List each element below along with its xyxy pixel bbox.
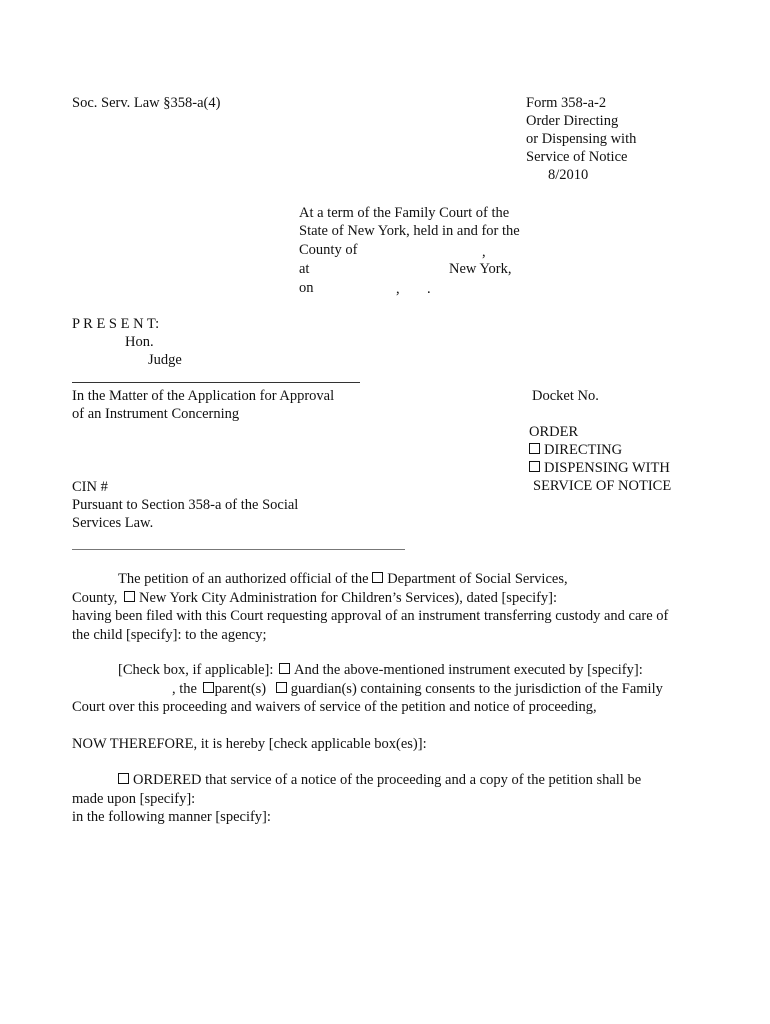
on-comma: , <box>396 281 400 297</box>
on-period: . <box>427 281 431 297</box>
instrument-text-a: [Check box, if applicable]: <box>118 662 274 678</box>
ordered-line-1 <box>72 771 702 790</box>
hon-label: Hon. <box>125 334 154 350</box>
instrument-text-e: guardian(s) containing consents to the jurisdiction of the Family <box>290 680 663 697</box>
order-label: ORDER <box>529 424 579 440</box>
petition-text-d: New York City Administration for Children’s Services), dated [specify]: <box>139 589 558 606</box>
order-type-block <box>529 423 671 495</box>
caption-bottom-rule <box>72 549 405 550</box>
on-label: on <box>299 280 314 296</box>
dispensing-label: DISPENSING WITH <box>544 460 670 476</box>
form-date: 8/2010 <box>548 167 589 183</box>
instrument-text-c: , the <box>172 680 197 697</box>
present-label: P R E S E N T: <box>72 316 160 332</box>
instrument-text-b: And the above-mentioned instrument executed by [specify]: <box>294 662 643 678</box>
docket-label: Docket No. <box>532 388 599 404</box>
county-label: County of <box>299 242 358 258</box>
court-term-line-1: At a term of the Family Court of the <box>299 205 510 221</box>
dispensing-option[interactable] <box>529 459 671 477</box>
petition-text-b: Department of Social Services, <box>387 571 568 587</box>
form-title-line-2: or Dispensing with <box>526 131 637 147</box>
petition-text-a: The petition of an authorized official of the <box>118 571 369 587</box>
caption-line-1: In the Matter of the Application for Approval <box>72 388 335 404</box>
cin-label: CIN # <box>72 479 108 495</box>
instrument-paragraph <box>72 661 702 717</box>
county-comma: , <box>482 244 486 260</box>
petition-text-c: County, <box>72 589 118 606</box>
statute-citation: Soc. Serv. Law §358-a(4) <box>72 95 221 111</box>
directing-label: DIRECTING <box>544 442 623 458</box>
directing-option[interactable] <box>529 441 671 459</box>
caption-block <box>72 387 334 423</box>
new-york-label: New York, <box>449 261 512 277</box>
instrument-text-d: parent(s) <box>214 680 267 697</box>
caption-top-rule <box>72 382 360 383</box>
dispensing-checkbox[interactable] <box>529 461 540 472</box>
caption-line-4: Services Law. <box>72 515 154 531</box>
form-info <box>526 94 636 184</box>
court-term-block <box>299 204 520 240</box>
instrument-line-3: Court over this proceeding and waivers of service of the petition and notice of proceeding, <box>72 699 597 715</box>
form-title-line-1: Order Directing <box>526 113 619 129</box>
court-term-line-2: State of New York, held in and for the <box>299 223 520 239</box>
ordered-line-2: made upon [specify]: <box>72 790 196 807</box>
petition-line-2 <box>72 589 702 608</box>
form-title-line-3: Service of Notice <box>526 149 628 165</box>
instrument-checkbox[interactable] <box>279 663 290 674</box>
ordered-text-a: ORDERED that service of a notice of the proceeding and a copy of the petition shall be <box>133 772 642 788</box>
caption-line-3: Pursuant to Section 358-a of the Social <box>72 497 299 513</box>
directing-checkbox[interactable] <box>529 443 540 454</box>
at-label: at <box>299 261 310 277</box>
form-number: Form 358-a-2 <box>526 95 607 111</box>
dss-checkbox[interactable] <box>372 572 383 583</box>
guardian-checkbox[interactable] <box>276 682 287 693</box>
judge-label: Judge <box>148 352 182 368</box>
instrument-line-1 <box>72 661 702 680</box>
now-therefore-line: NOW THEREFORE, it is hereby [check applicable box(es)]: <box>72 736 427 752</box>
petition-line-1 <box>72 570 702 589</box>
ordered-paragraph <box>72 771 702 827</box>
petition-line-3: having been filed with this Court requesting approval of an instrument transferring custody and care of <box>72 608 669 624</box>
ordered-checkbox[interactable] <box>118 773 129 784</box>
petition-line-4: the child [specify]: to the agency; <box>72 626 267 643</box>
service-of-notice-label: SERVICE OF NOTICE <box>533 478 672 494</box>
parent-checkbox[interactable] <box>203 682 214 693</box>
petition-paragraph <box>72 570 702 644</box>
acs-checkbox[interactable] <box>124 591 135 602</box>
instrument-line-2 <box>72 680 702 699</box>
caption-lower <box>72 478 298 532</box>
ordered-line-3: in the following manner [specify]: <box>72 809 271 825</box>
caption-line-2: of an Instrument Concerning <box>72 406 240 422</box>
